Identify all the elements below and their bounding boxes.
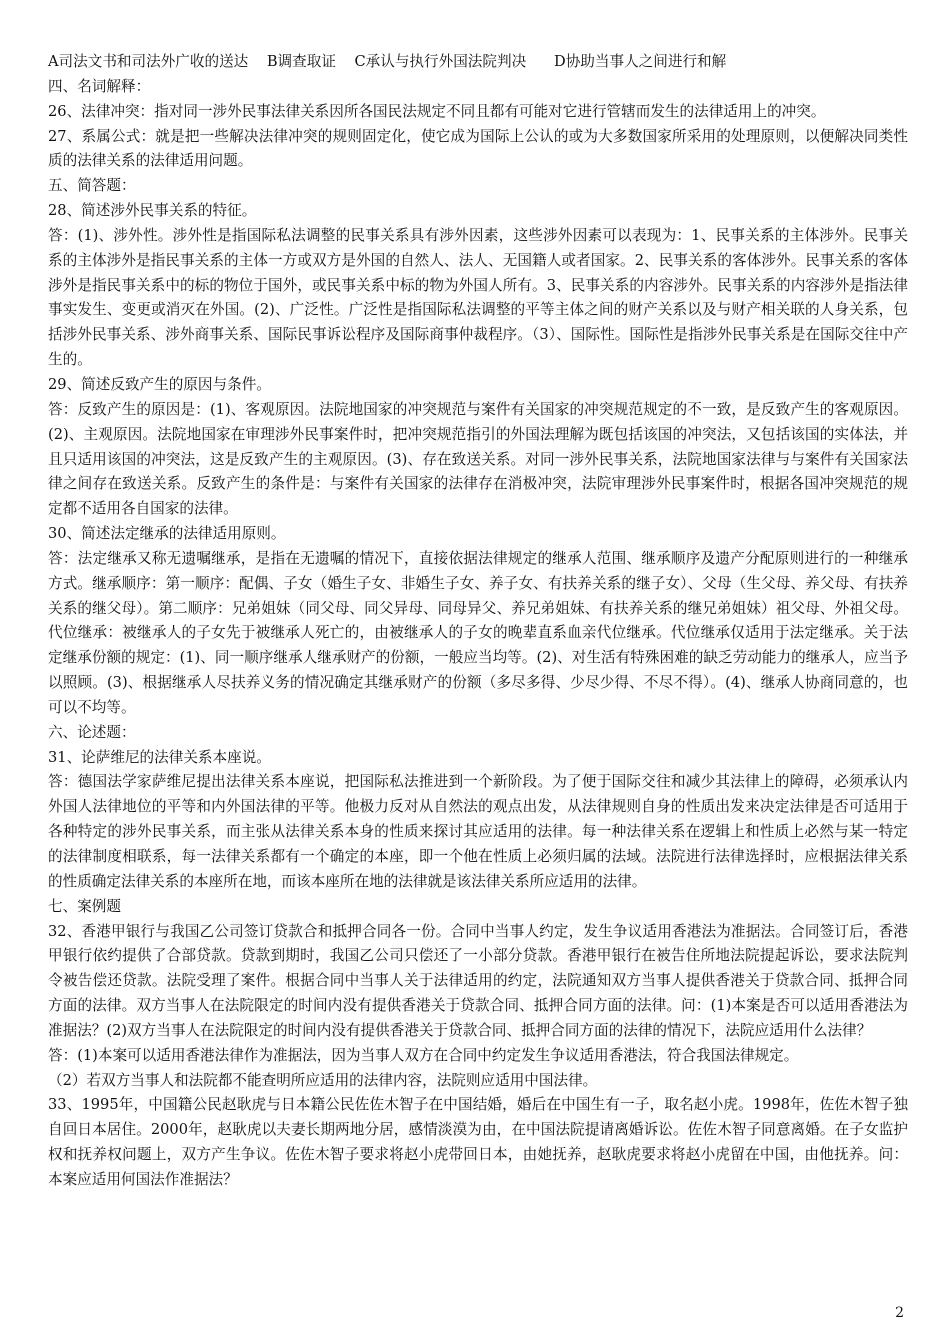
answer-28: 答：(1)、涉外性。涉外性是指国际私法调整的民事关系具有涉外因素，这些涉外因素可以表现为：1、民事关系的主体涉外。民事关系的主体涉外是指民事关系的主体一方或双方是外国的自然人、法人、无国籍人或者国家。2、民事关系的客体涉外。民事关系的客体涉外是指民事关系中的标的物位于国外，或民事关系中标的物为外国人所有。3、民事关系的内容涉外。民事关系的内容涉外是指法律事实发生、变更或消灭在外国。(2)、广泛性。广泛性是指国际私法调整的平等主体之间的财产关系以及与财产相关联的人身关系，包括涉外民事关系、涉外商事关系、国际民事诉讼程序及国际商事仲裁程序。（3）、国际性。国际性是指涉外民事关系是在国际交往中产生的。 — [48, 226, 908, 369]
question-30: 30、简述法定继承的法律适用原则。 — [48, 525, 286, 543]
answer-32-part-2: （2）若双方当事人和法院都不能查明所应适用的法律内容，法院则应适用中国法律。 — [48, 1071, 598, 1089]
question-28: 28、简述涉外民事关系的特征。 — [48, 202, 257, 220]
section-heading-cases: 七、案例题 — [48, 897, 121, 915]
section-heading-terms: 四、名词解释： — [48, 77, 151, 95]
answer-29: 答：反致产生的原因是：(1)、客观原因。法院地国家的冲突规范与案件有关国家的冲突规范规定的不一致，是反致产生的客观原因。(2)、主观原因。法院地国家在审理涉外民事案件时，把冲突规范指引的外国法理解为既包括该国的冲突法，又包括该国的实体法，并且只适用该国的冲突法，这是反致产生的主观原因。(3)、存在致送关系。对同一涉外民事关系，法院地国家法律与与案件有关国家法律之间存在致送关系。反致产生的条件是：与案件有关国家的法律存在消极冲突，法院审理涉外民事案件时，根据各国冲突规范的规定都不适用各自国家的法律。 — [48, 400, 908, 518]
case-33: 33、1995年，中国籍公民赵耿虎与日本籍公民佐佐木智子在中国结婚，婚后在中国生有一子，取名赵小虎。1998年，佐佐木智子独自回日本居住。2000年，赵耿虎以夫妻长期两地分居，感情淡漠为由，在中国法院提请离婚诉讼。佐佐木智子同意离婚。在子女监护权和抚养权问题上，双方产生争议。佐佐木智子要求将赵小虎带回日本，由她抚养，赵耿虎要求将赵小虎留在中国，由他抚养。问：本案应适用何国法作准据法？ — [48, 1096, 908, 1188]
page-number: 2 — [895, 1305, 904, 1321]
term-definition-27: 27、系属公式：就是把一些解决法律冲突的规则固定化，使它成为国际上公认的或为大多数国家所采用的处理原则，以便解决同类性质的法律关系的法律适用问题。 — [48, 127, 908, 170]
answer-30: 答：法定继承又称无遗嘱继承，是指在无遗嘱的情况下，直接依据法律规定的继承人范围、继承顺序及遗产分配原则进行的一种继承方式。继承顺序：第一顺序：配偶、子女（婚生子女、非婚生子女、养子女、有扶养关系的继子女）、父母（生父母、养父母、有扶养关系的继父母）。第二顺序：兄弟姐妹（同父母、同父异母、同母异父、养兄弟姐妹、有扶养关系的继兄弟姐妹）祖父母、外祖父母。代位继承：被继承人的子女先于被继承人死亡的，由被继承人的子女的晚辈直系血亲代位继承。代位继承仅适用于法定继承。关于法定继承份额的规定：(1)、同一顺序继承人继承财产的份额，一般应当均等。(2)、对生活有特殊困难的缺乏劳动能力的继承人，应当予以照顾。(3)、根据继承人尽扶养义务的情况确定其继承财产的份额（多尽多得、少尽少得、不尽不得）。(4)、继承人协商同意的，也可以不均等。 — [48, 549, 908, 716]
case-32: 32、香港甲银行与我国乙公司签订贷款合和抵押合同各一份。合同中当事人约定，发生争议适用香港法为准据法。合同签订后，香港甲银行依约提供了合部贷款。贷款到期时，我国乙公司只偿还了一小部分贷款。香港甲银行在被告住所地法院提起诉讼，要求法院判令被告偿还贷款。法院受理了案件。根据合同中当事人关于法律适用的约定，法院通知双方当事人提供香港关于贷款合同、抵押合同方面的法律。双方当事人在法院限定的时间内没有提供香港关于贷款合同、抵押合同方面的法律。问：(1)本案是否可以适用香港法为准据法？(2)双方当事人在法院限定的时间内没有提供香港关于贷款合同、抵押合同方面的法律的情况下，法院应适用什么法律？ — [48, 922, 908, 1039]
question-31: 31、论萨维尼的法律关系本座说。 — [48, 748, 271, 766]
section-heading-essay: 六、论述题： — [48, 723, 136, 741]
term-definition-26: 26、法律冲突：指对同一涉外民事法律关系因所各国民法规定不同且都有可能对它进行管辖而发生的法律适用上的冲突。 — [48, 102, 826, 120]
document-body — [48, 50, 908, 1193]
answer-31: 答：德国法学家萨维尼提出法律关系本座说，把国际私法推进到一个新阶段。为了便于国际交往和减少其法律上的障碍，必须承认内外国人法律地位的平等和内外国法律的平等。他极力反对从自然法的观点出发，从法律规则自身的性质出发来决定法律是否可适用于各种特定的涉外民事关系，而主张从法律关系本身的性质来探讨其应适用的法律。每一种法律关系在逻辑上和性质上必然与某一特定的法律制度相联系，每一法律关系都有一个确定的本座，即一个他在性质上必须归属的法域。法院进行法律选择时，应根据法律关系的性质确定法律关系的本座所在地，而该本座所在地的法律就是该法律关系所应适用的法律。 — [48, 773, 908, 890]
answer-32-part-1: 答：(1)本案可以适用香港法律作为准据法，因为当事人双方在合同中约定发生争议适用香港法，符合我国法律规定。 — [48, 1046, 799, 1064]
section-heading-short-answer: 五、简答题： — [48, 177, 136, 195]
question-29: 29、简述反致产生的原因与条件。 — [48, 375, 271, 393]
answer-options-line: A司法文书和司法外广收的送达 B调查取证 C承认与执行外国法院判决 D协助当事人之间进行和解 — [48, 53, 727, 70]
